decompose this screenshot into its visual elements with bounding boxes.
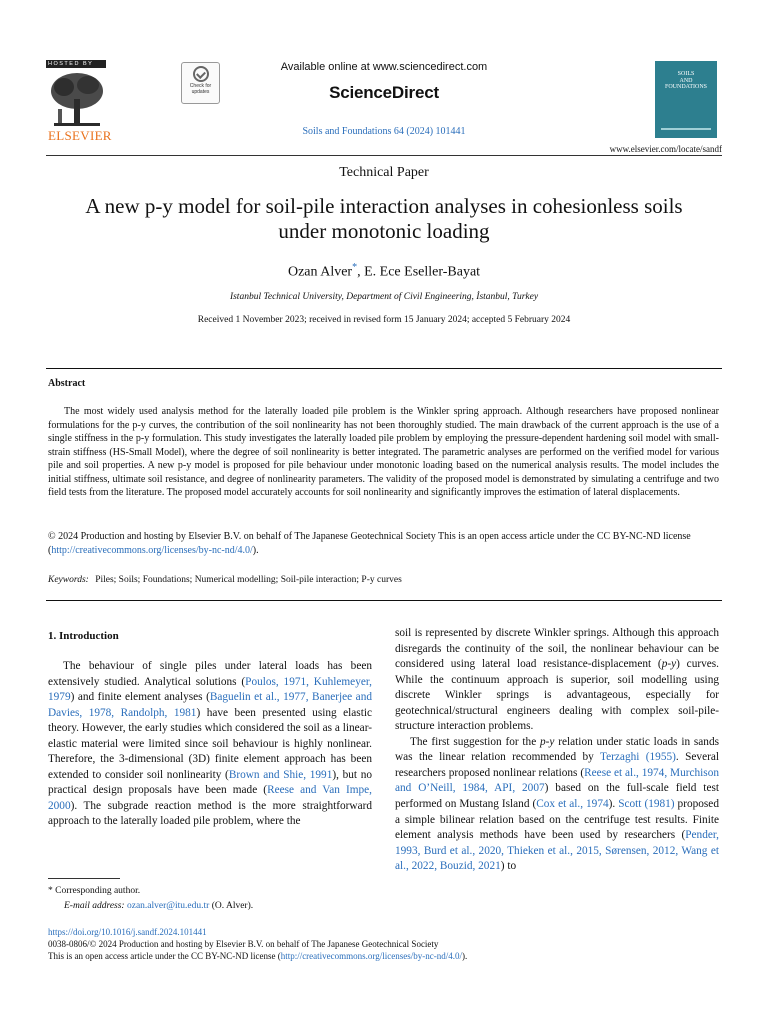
article-metadata bbox=[48, 926, 467, 962]
journal-homepage-url[interactable]: www.elsevier.com/locate/sandf bbox=[609, 144, 722, 154]
text-run: ) based on the full-scale field test performed on Mustang Island ( bbox=[395, 782, 719, 811]
paragraph bbox=[395, 735, 719, 875]
oa-close: ). bbox=[461, 951, 468, 961]
text-run: ). bbox=[608, 798, 619, 811]
footnote-marker: * bbox=[48, 886, 53, 896]
check-updates-line2: updates bbox=[191, 89, 210, 95]
citation-link[interactable]: Reese et al., 1974, Murchison and O’Neill, 1984, API, 2007 bbox=[395, 766, 719, 795]
corresponding-author-note: Corresponding author. bbox=[55, 886, 141, 896]
abstract-heading: Abstract bbox=[48, 378, 86, 389]
text-run: ) curves. While the continuum approach is superior, soil modelling using discrete Winkler springs is advantageous, especially for geotechnical/structural engineers dealing with complex soil-pile-structure interaction problems. bbox=[395, 658, 719, 733]
journal-cover-thumbnail[interactable] bbox=[655, 61, 717, 138]
cover-decoration bbox=[661, 128, 711, 130]
affiliation: Istanbul Technical University, Department of Civil Engineering, İstanbul, Turkey bbox=[229, 292, 539, 302]
text-run: The first suggestion for the bbox=[410, 735, 541, 748]
paper-type: Technical Paper bbox=[339, 165, 429, 180]
available-online-text: Available online at www.sciencedirect.com bbox=[280, 61, 488, 73]
abstract-top-rule bbox=[46, 368, 722, 369]
paragraph bbox=[48, 659, 372, 830]
keywords bbox=[48, 575, 402, 585]
cover-title-line2: AND bbox=[679, 77, 693, 84]
citation-link[interactable]: Poulos, 1971, Kuhlemeyer, 1979 bbox=[48, 675, 372, 704]
sciencedirect-logo[interactable]: ScienceDirect bbox=[329, 83, 439, 102]
paragraph bbox=[395, 626, 719, 735]
footnote-rule bbox=[48, 878, 120, 879]
text-run: ), but no practical design proposals have been made ( bbox=[48, 768, 372, 797]
hosted-by-label: HOSTED BY bbox=[46, 60, 106, 68]
text-run: The behaviour of single piles under lateral loads has been extensively studied. Analytical solutions ( bbox=[48, 660, 372, 688]
text-run: ) to bbox=[500, 860, 517, 873]
abstract-body: The most widely used analysis method for the laterally loaded pile problem is the Winkler spring approach. Although researchers have proposed nonlinear formulations for the p-y curves, the contribution of the soil nonlinearity has not been thoroughly studied. The main drawback of the current approach is the use of a single stiffness in the p-y formulation. This study investigates the laterally loaded pile problem by employing the pressure-dependent hardening soil model with small-strain stiffness (HS-Small Model), where the degree of soil nonlinearity is better integrated. The parametric analyses are performed on the verified model for various pile and soil properties. A new p-y model is proposed for pile behaviour under monotonic loading based on the numerical analysis results. The model includes the initial stiffness, ultimate soil resistance, and degree of nonlinearity parameters. The validity of the proposed model is demonstrated by simulating a centrifuge and two field tests from the literature. The proposed model accurately accounts for soil nonlinearity and significantly improves the estimation of lateral displacements. bbox=[48, 406, 719, 498]
citation-link[interactable]: Cox et al., 1974 bbox=[536, 798, 609, 811]
cover-title-line3: FOUNDATIONS bbox=[664, 84, 707, 90]
email-owner: (O. Alver). bbox=[209, 901, 254, 911]
text-run: soil is represented by discrete Winkler springs. Although this approach disregards the continuity of the soil, the nonlinear behaviour can be considered using lateral load resistance-displacement ( bbox=[395, 627, 719, 671]
check-updates-line1: Check for bbox=[189, 83, 212, 89]
cover-title-line1: SOILS bbox=[677, 71, 695, 77]
text-run: proposed a simple bilinear relation based on the centrifuge test results. Finite element analysis methods have been used by researchers ( bbox=[395, 798, 719, 842]
oa-text: This is an open access article under the CC BY-NC-ND license ( bbox=[48, 951, 281, 961]
paper-title: A new p-y model for soil-pile interaction analyses in cohesionless soils under monotonic loading bbox=[85, 194, 683, 243]
citation-link[interactable]: Brown and Shie, 1991 bbox=[228, 768, 333, 781]
header-divider bbox=[46, 155, 722, 156]
citation-link[interactable]: Terzaghi (1955) bbox=[600, 751, 676, 764]
citation-link[interactable]: Pender, 1993, Burd et al., 2020, Thieken et al., 2015, Sørensen, 2012, Wang et al., 2022, Bouzid, 2021 bbox=[395, 829, 719, 873]
journal-reference-link[interactable]: Soils and Foundations 64 (2024) 101441 bbox=[302, 126, 466, 137]
text-run: relation under static loads in sands was the linear relation recommended by bbox=[395, 735, 719, 764]
email-label: E-mail address: bbox=[64, 901, 125, 911]
right-column bbox=[395, 626, 719, 875]
author-name[interactable]: Ozan Alver bbox=[287, 264, 353, 280]
text-run: ). The subgrade reaction method is the more straightforward approach to the laterally loaded pile problem, where the bbox=[48, 799, 372, 828]
abstract-copyright bbox=[48, 530, 719, 557]
keywords-list: Piles; Soils; Foundations; Numerical modelling; Soil-pile interaction; P-y curves bbox=[95, 575, 402, 585]
corresponding-author-mark[interactable]: * bbox=[352, 262, 358, 273]
issn-line: 0038-0806/© 2024 Production and hosting by Elsevier B.V. on behalf of The Japanese Geotechnical Society bbox=[48, 939, 439, 949]
text-run: p-y bbox=[661, 658, 677, 671]
author-separator: , bbox=[357, 264, 365, 280]
author-name[interactable]: E. Ece Eseller-Bayat bbox=[364, 264, 481, 280]
abstract-bottom-rule bbox=[46, 600, 722, 601]
citation-link[interactable]: Scott (1981) bbox=[618, 798, 675, 811]
received-dates: Received 1 November 2023; received in revised form 15 January 2024; accepted 5 February 2024 bbox=[197, 315, 571, 325]
copyright-close: ). bbox=[252, 544, 259, 556]
author-list bbox=[0, 262, 768, 281]
keywords-label: Keywords: bbox=[48, 575, 89, 585]
elsevier-wordmark: ELSEVIER bbox=[48, 128, 112, 143]
citation-link[interactable]: Baguelin et al., 1977, Banerjee and Davies, 1978, Randolph, 1981 bbox=[48, 691, 372, 719]
text-run: ) and finite element analyses ( bbox=[70, 691, 210, 704]
email-link[interactable]: ozan.alver@itu.edu.tr bbox=[126, 901, 210, 911]
section-heading: 1. Introduction bbox=[48, 630, 119, 642]
footnote bbox=[48, 884, 253, 914]
doi-link[interactable]: https://doi.org/10.1016/j.sandf.2024.101441 bbox=[48, 927, 207, 937]
license-link[interactable]: http://creativecommons.org/licenses/by-nc-nd/4.0/ bbox=[280, 951, 462, 961]
text-run: ) have been presented using elastic theory. However, the early studies which considered the soil as a linear-elastic material were limited since soil behaviour is highly nonlinear. Therefore, the 3-dimensional (3D) finite element approach has been extended to consider soil nonlinearity ( bbox=[48, 706, 373, 781]
text-run: p-y bbox=[540, 735, 555, 748]
copyright-text: © 2024 Production and hosting by Elsevier B.V. on behalf of The Japanese Geotechnical Society This is an open access article under the CC BY-NC-ND license ( bbox=[48, 531, 691, 556]
license-link[interactable]: http://creativecommons.org/licenses/by-nc-nd/4.0/ bbox=[51, 544, 253, 556]
left-column bbox=[48, 659, 372, 830]
text-run: . Several researchers proposed nonlinear relations ( bbox=[395, 751, 719, 779]
citation-link[interactable]: Reese and Van Impe, 2000 bbox=[48, 784, 372, 812]
